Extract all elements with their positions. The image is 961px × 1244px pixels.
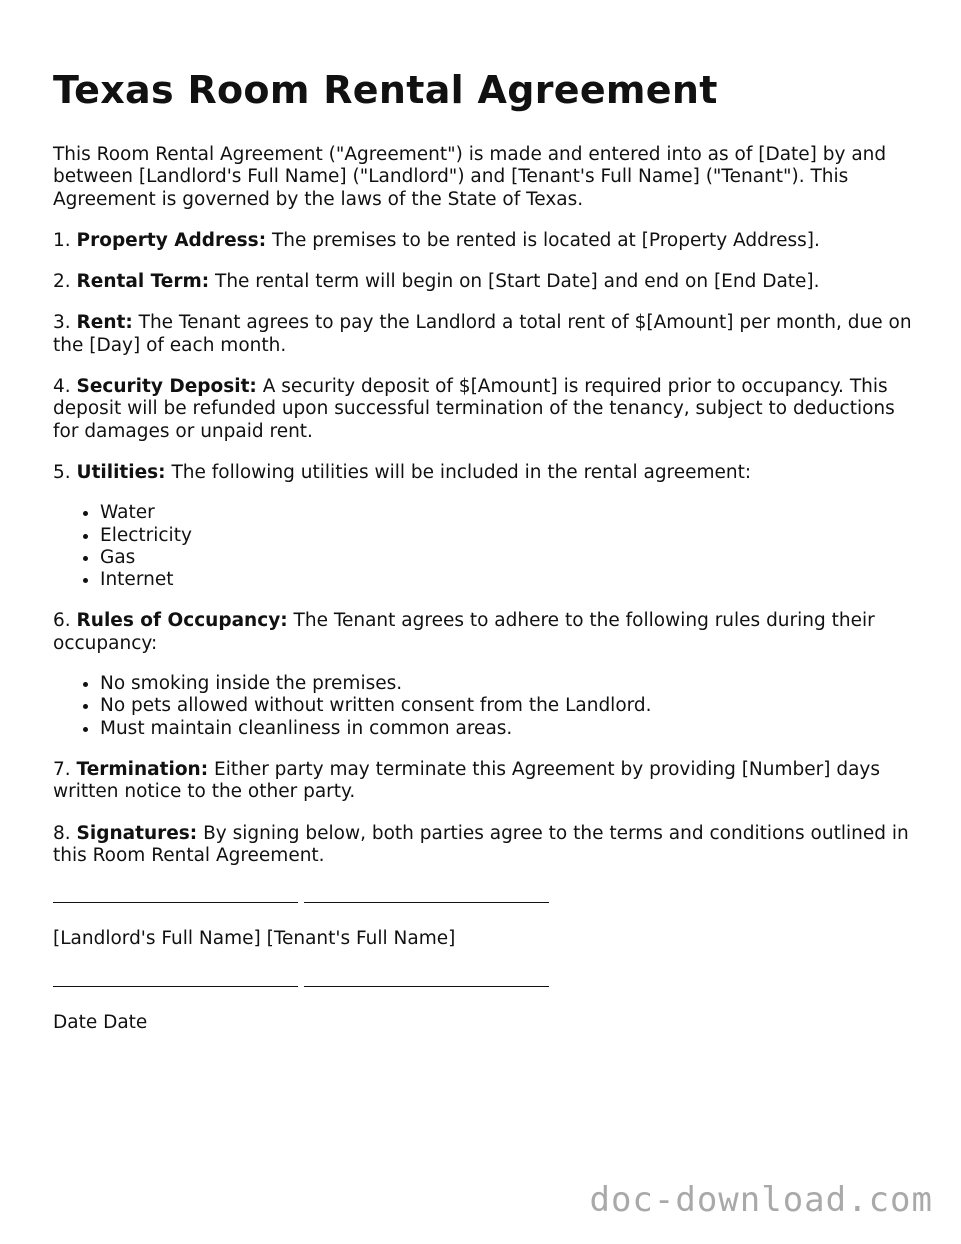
section-rental-term: 2. Rental Term: The rental term will begin on [Start Date] and end on [End Date]. (53, 271, 820, 293)
rules-list (53, 673, 913, 740)
list-item: • Water (100, 502, 913, 524)
landlord-signature-line (53, 886, 298, 903)
section-security-deposit: 4. Security Deposit: A security deposit of $[Amount] is required prior to occupancy. This deposit will be refunded upon successful termination of the tenancy, subject to deductions for damages or unpaid rent. (53, 376, 895, 442)
signature-lines-row (53, 886, 913, 909)
signature-dates: Date Date (53, 1012, 148, 1034)
document-page (53, 66, 913, 1053)
list-item: • No smoking inside the premises. (100, 673, 913, 695)
document-title: Texas Room Rental Agreement (53, 68, 718, 112)
signature-names: [Landlord's Full Name] [Tenant's Full Name] (53, 928, 456, 950)
list-item: • Internet (100, 569, 913, 591)
section-heading: Rental Term: (76, 271, 210, 293)
tenant-signature-line (304, 886, 549, 903)
section-heading: Termination: (76, 758, 209, 780)
list-item: • No pets allowed without written consent from the Landlord. (100, 695, 913, 717)
section-property-address: 1. Property Address: The premises to be rented is located at [Property Address]. (53, 229, 820, 251)
watermark: doc-download.com (589, 1180, 933, 1220)
section-heading: Security Deposit: (76, 376, 257, 398)
landlord-date-line (53, 970, 298, 987)
section-termination: 7. Termination: Either party may terminate this Agreement by providing [Number] days written notice to the other party. (53, 758, 881, 803)
list-item: • Must maintain cleanliness in common areas. (100, 718, 913, 740)
date-lines-row (53, 970, 913, 993)
list-item: • Gas (100, 547, 913, 569)
section-rules-of-occupancy: 6. Rules of Occupancy: The Tenant agrees to adhere to the following rules during their occupancy: (53, 610, 875, 654)
tenant-date-line (304, 970, 549, 987)
section-utilities: 5. Utilities: The following utilities will be included in the rental agreement: (53, 461, 752, 483)
section-signatures: 8. Signatures: By signing below, both parties agree to the terms and conditions outlined in this Room Rental Agreement. (53, 822, 909, 866)
section-heading: Utilities: (76, 461, 166, 483)
list-item: • Electricity (100, 525, 913, 547)
section-heading: Rent: (76, 312, 133, 334)
section-heading: Property Address: (76, 229, 267, 251)
intro-paragraph: This Room Rental Agreement ("Agreement") is made and entered into as of [Date] by and between [Landlord's Full Name] ("Landlord") and [Tenant's Full Name] ("Tenant"). This Agreement is governed by the laws of the State of Texas. (53, 144, 887, 210)
section-rent: 3. Rent: The Tenant agrees to pay the Landlord a total rent of $[Amount] per month, due on the [Day] of each month. (53, 312, 912, 356)
section-heading: Signatures: (76, 822, 198, 844)
section-heading: Rules of Occupancy: (76, 610, 288, 632)
utilities-list (53, 502, 913, 591)
